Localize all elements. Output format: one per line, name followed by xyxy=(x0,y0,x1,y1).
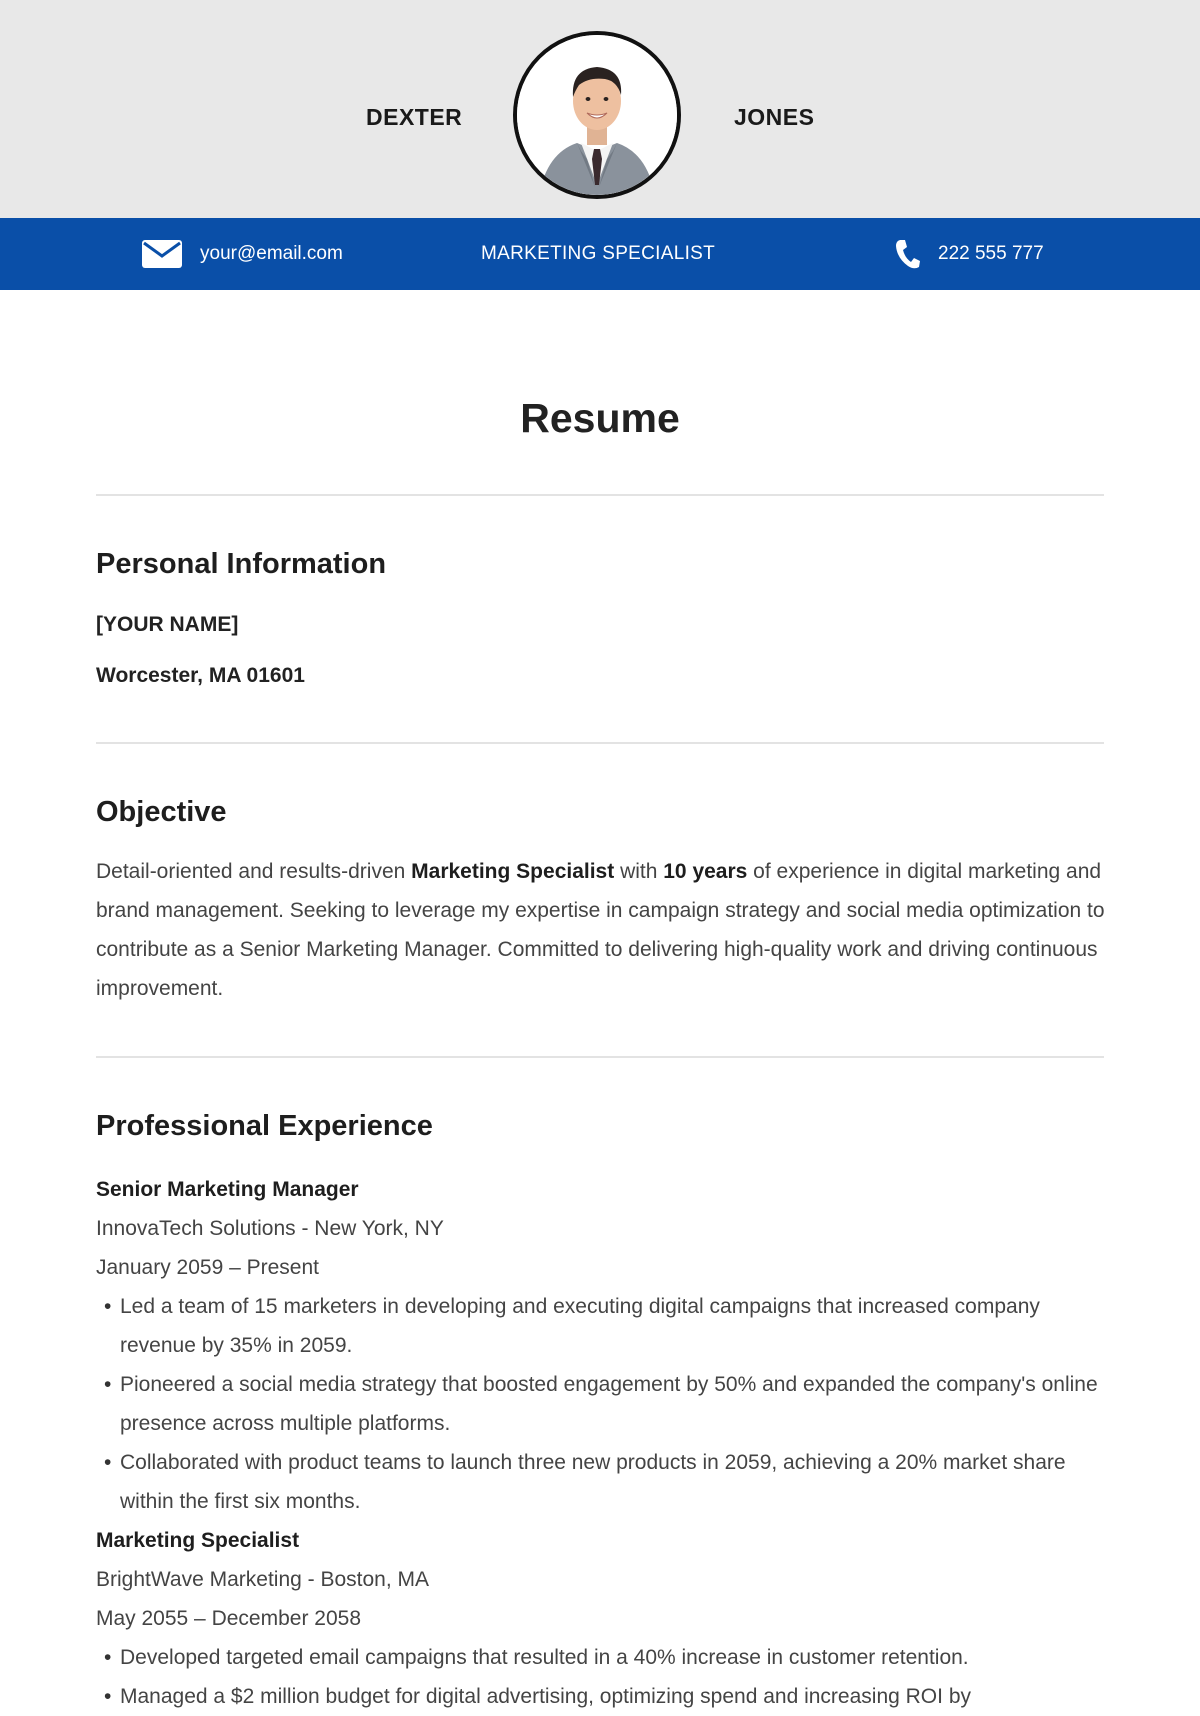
divider xyxy=(96,1056,1104,1058)
job-entry xyxy=(96,1521,1106,1716)
email-contact[interactable] xyxy=(142,218,343,290)
job-company: InnovaTech Solutions - New York, NY xyxy=(96,1217,444,1240)
objective-emphasis: 10 years xyxy=(663,860,748,883)
experience-heading: Professional Experience xyxy=(96,1110,433,1142)
job-bullet: • Developed targeted email campaigns that resulted in a 40% increase in customer retention. xyxy=(120,1638,1106,1677)
job-dates: January 2059 – Present xyxy=(96,1256,319,1279)
phone-icon xyxy=(894,238,920,270)
contact-bar xyxy=(0,218,1200,290)
experience-list xyxy=(96,1170,1106,1716)
personal-name: [YOUR NAME] xyxy=(96,613,239,636)
phone-contact[interactable] xyxy=(894,218,1044,290)
first-name: DEXTER xyxy=(366,104,463,130)
objective-part: Detail-oriented and results-driven xyxy=(96,860,412,883)
objective-emphasis: Marketing Specialist xyxy=(411,860,615,883)
job-dates: May 2055 – December 2058 xyxy=(96,1607,361,1630)
objective-text xyxy=(96,852,1106,1008)
divider xyxy=(96,494,1104,496)
objective-part: of experience in digital marketing and brand management. Seeking to leverage my expertise in campaign strategy and social media optimization to contribute as a Senior Marketing Manager. Committed to delivering high-quality work and driving continuous improvement. xyxy=(96,860,1105,1000)
email-text[interactable]: your@email.com xyxy=(200,243,343,264)
job-title: Senior Marketing Manager xyxy=(96,1178,359,1201)
job-bullets xyxy=(96,1638,1106,1716)
job-bullet: • Collaborated with product teams to launch three new products in 2059, achieving a 20% market share within the first six months. xyxy=(120,1443,1106,1521)
job-bullets xyxy=(96,1287,1106,1521)
last-name: JONES xyxy=(734,104,815,130)
job-title: Marketing Specialist xyxy=(96,1529,300,1552)
document-title: Resume xyxy=(520,395,680,441)
phone-text[interactable]: 222 555 777 xyxy=(938,243,1044,264)
person-photo-icon xyxy=(513,31,681,199)
job-bullet: • Pioneered a social media strategy that boosted engagement by 50% and expanded the company's online presence across multiple platforms. xyxy=(120,1365,1106,1443)
personal-address: Worcester, MA 01601 xyxy=(96,664,305,687)
job-title-label: MARKETING SPECIALIST xyxy=(481,243,716,264)
envelope-icon xyxy=(142,240,182,268)
job-entry xyxy=(96,1170,1106,1521)
objective-heading: Objective xyxy=(96,796,227,828)
job-bullet: • Managed a $2 million budget for digital advertising, optimizing spend and increasing ROI by xyxy=(120,1677,1106,1716)
objective-part: with xyxy=(614,860,664,883)
job-bullet: • Led a team of 15 marketers in developing and executing digital campaigns that increased company revenue by 35% in 2059. xyxy=(120,1287,1106,1365)
divider xyxy=(96,742,1104,744)
job-company: BrightWave Marketing - Boston, MA xyxy=(96,1568,430,1591)
personal-info-heading: Personal Information xyxy=(96,548,387,580)
